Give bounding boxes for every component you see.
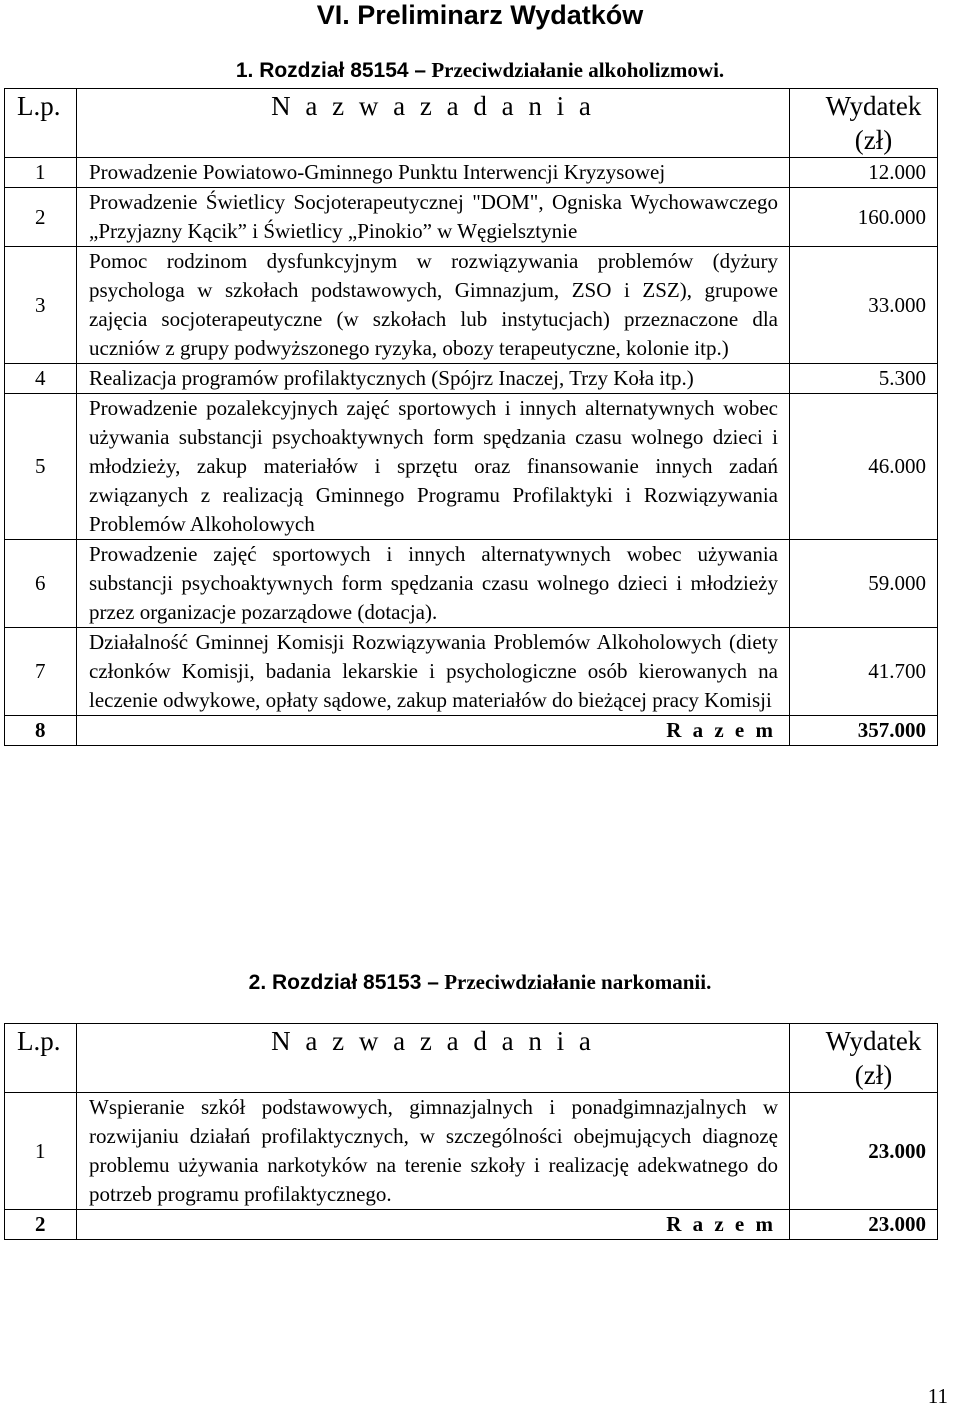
row-task: Prowadzenie Świetlicy Socjoterapeutycznej "DOM", Ogniska Wychowawczego „Przyjazny Kącik” i Świetlicy „Pinokio” w Węgielsztynie bbox=[77, 188, 790, 247]
row-lp: 6 bbox=[5, 540, 77, 628]
row-lp: 3 bbox=[5, 247, 77, 364]
row-amount: 5.300 bbox=[790, 364, 938, 394]
total-amount: 23.000 bbox=[790, 1210, 938, 1240]
table-row bbox=[5, 188, 938, 247]
table-row bbox=[5, 394, 938, 540]
row-task: Pomoc rodzinom dysfunkcyjnym w rozwiązywania problemów (dyżury psychologa w szkołach podstawowych, Gimnazjum, ZSO i ZSZ), grupowe zajęcia socjoterapeutyczne (w szkołach lub instytucjach) przeznaczone dla uczniów z grupy podwyższonego ryzyka, obozy terapeutyczne, kolonie itp.) bbox=[77, 247, 790, 364]
total-lp: 2 bbox=[5, 1210, 77, 1240]
table-header-row bbox=[5, 89, 938, 158]
budget-table-2 bbox=[4, 1023, 938, 1240]
document-title: VI. Preliminarz Wydatków bbox=[316, 0, 644, 30]
row-task: Wspieranie szkół podstawowych, gimnazjalnych i ponadgimnazjalnych w rozwijaniu działań profilaktycznych, w szczególności obejmujących diagnozę problemu używania narkotyków na terenie szkoły i realizację adekwatnego do potrzeb programu profilaktycznego. bbox=[77, 1093, 790, 1210]
header-name: N a z w a z a d a n i a bbox=[77, 1024, 790, 1093]
header-name: N a z w a z a d a n i a bbox=[77, 89, 790, 158]
chapter-name: Przeciwdziałanie narkomanii. bbox=[444, 970, 712, 994]
row-amount: 41.700 bbox=[790, 628, 938, 716]
row-amount: 12.000 bbox=[790, 158, 938, 188]
table-row bbox=[5, 247, 938, 364]
row-task: Prowadzenie Powiatowo-Gminnego Punktu Interwencji Kryzysowej bbox=[77, 158, 790, 188]
header-amount: Wydatek (zł) bbox=[790, 1024, 938, 1093]
total-label: R a z e m bbox=[77, 716, 790, 746]
table-row bbox=[5, 364, 938, 394]
table-row bbox=[5, 1093, 938, 1210]
chapter-number: 2. Rozdział 85153 – bbox=[248, 971, 439, 994]
row-task: Prowadzenie pozalekcyjnych zajęć sportowych i innych alternatywnych wobec używania substancji psychoaktywnych form spędzania czasu wolnego dzieci i młodzieży, zakup materiałów i sprzętu oraz finansowanie innych zadań związanych z realizacją Gminnego Programu Profilaktyki i Rozwiązywania Problemów Alkoholowych bbox=[77, 394, 790, 540]
row-amount: 160.000 bbox=[790, 188, 938, 247]
row-amount: 23.000 bbox=[790, 1093, 938, 1210]
total-row bbox=[5, 1210, 938, 1240]
total-amount: 357.000 bbox=[790, 716, 938, 746]
row-lp: 7 bbox=[5, 628, 77, 716]
row-lp: 1 bbox=[5, 158, 77, 188]
chapter-heading-1 bbox=[0, 58, 960, 83]
row-task: Prowadzenie zajęć sportowych i innych alternatywnych wobec używania substancji psychoaktywnych form spędzania czasu wolnego dzieci i młodzieży przez organizacje pozarządowe (dotacja). bbox=[77, 540, 790, 628]
row-amount: 33.000 bbox=[790, 247, 938, 364]
header-lp: L.p. bbox=[5, 89, 77, 158]
header-amount: Wydatek (zł) bbox=[790, 89, 938, 158]
table-header-row bbox=[5, 1024, 938, 1093]
row-lp: 2 bbox=[5, 188, 77, 247]
row-amount: 59.000 bbox=[790, 540, 938, 628]
total-label: R a z e m bbox=[77, 1210, 790, 1240]
chapter-heading-2 bbox=[0, 970, 960, 995]
total-row bbox=[5, 716, 938, 746]
row-lp: 5 bbox=[5, 394, 77, 540]
chapter-number: 1. Rozdział 85154 – bbox=[235, 59, 427, 82]
page-number: 11 bbox=[927, 1384, 948, 1408]
table-row bbox=[5, 540, 938, 628]
total-lp: 8 bbox=[5, 716, 77, 746]
table-row bbox=[5, 158, 938, 188]
row-amount: 46.000 bbox=[790, 394, 938, 540]
table-row bbox=[5, 628, 938, 716]
row-lp: 1 bbox=[5, 1093, 77, 1210]
budget-table-1 bbox=[4, 88, 938, 746]
row-lp: 4 bbox=[5, 364, 77, 394]
row-task: Realizacja programów profilaktycznych (Spójrz Inaczej, Trzy Koła itp.) bbox=[77, 364, 790, 394]
row-task: Działalność Gminnej Komisji Rozwiązywania Problemów Alkoholowych (diety członków Komisji, badania lekarskie i psychologiczne osób kierowanych na leczenie odwykowe, opłaty sądowe, zakup materiałów do bieżącej pracy Komisji bbox=[77, 628, 790, 716]
header-lp: L.p. bbox=[5, 1024, 77, 1093]
chapter-name: Przeciwdziałanie alkoholizmowi. bbox=[431, 58, 725, 82]
